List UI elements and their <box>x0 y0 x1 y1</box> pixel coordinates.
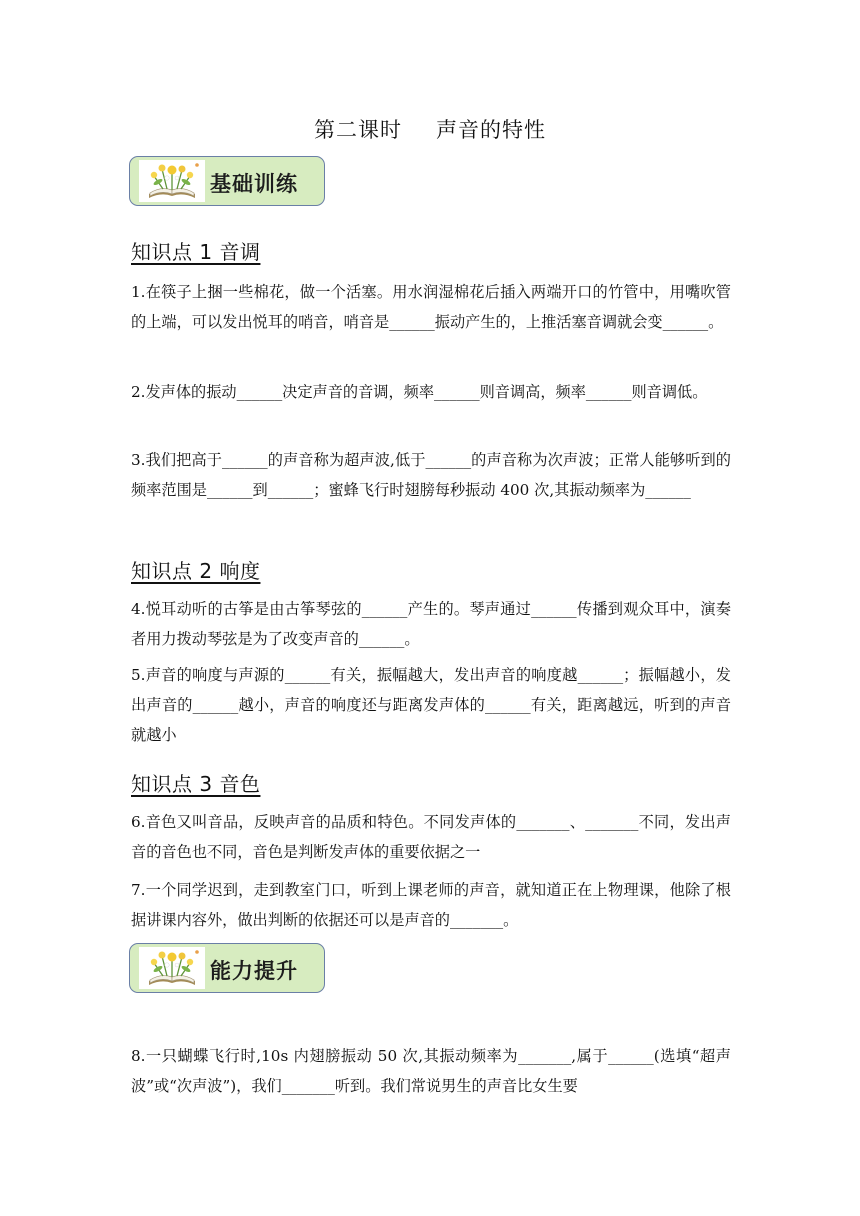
section-label: 能力提升 <box>210 959 298 983</box>
question-3: 3.我们把高于______的声音称为超声波,低于______的声音称为次声波；正常人能够听到的频率范围是______到______；蜜蜂飞行时翅膀每秒振动 400 次,其振动频率为______ <box>131 451 731 499</box>
question-8: 8.一只蝴蝶飞行时,10s 内翅膀振动 50 次,其振动频率为_______,属于______(选填“超声波”或“次声波”)，我们_______听到。我们常说男生的声音比女生要 <box>131 1047 731 1095</box>
question-2: 2.发声体的振动______决定声音的音调，频率______则音调高，频率______则音调低。 <box>131 383 708 401</box>
question-4: 4.悦耳动听的古筝是由古筝琴弦的______产生的。琴声通过______传播到观众耳中，演奏者用力拨动琴弦是为了改变声音的______。 <box>131 600 731 648</box>
open-book-flowers-icon <box>139 947 205 989</box>
question-1: 1.在筷子上捆一些棉花，做一个活塞。用水润湿棉花后插入两端开口的竹管中，用嘴吹管的上端，可以发出悦耳的哨音，哨音是______振动产生的，上推活塞音调就会变______。 <box>131 283 731 331</box>
section-label: 基础训练 <box>210 172 298 196</box>
page-title <box>0 114 860 144</box>
section-banner-basic <box>129 156 325 206</box>
question-5: 5.声音的响度与声源的______有关，振幅越大，发出声音的响度越______；振幅越小，发出声音的______越小，声音的响度还与距离发声体的______有关，距离越远，听到的声音就越小 <box>131 666 731 744</box>
open-book-flowers-icon <box>139 160 205 202</box>
section-banner-advanced <box>129 943 325 993</box>
question-7: 7.一个同学迟到，走到教室门口，听到上课老师的声音，就知道正在上物理课，他除了根据讲课内容外，做出判断的依据还可以是声音的_______。 <box>131 881 731 929</box>
lesson-topic: 声音的特性 <box>436 118 546 142</box>
knowledge-point-heading: 知识点 3 音色 <box>131 772 261 796</box>
lesson-number: 第二课时 <box>314 118 402 142</box>
knowledge-point-heading: 知识点 1 音调 <box>131 240 261 264</box>
question-6: 6.音色又叫音品，反映声音的品质和特色。不同发声体的_______、_______不同，发出声音的音色也不同，音色是判断发声体的重要依据之一 <box>131 813 731 861</box>
knowledge-point-heading: 知识点 2 响度 <box>131 559 261 583</box>
